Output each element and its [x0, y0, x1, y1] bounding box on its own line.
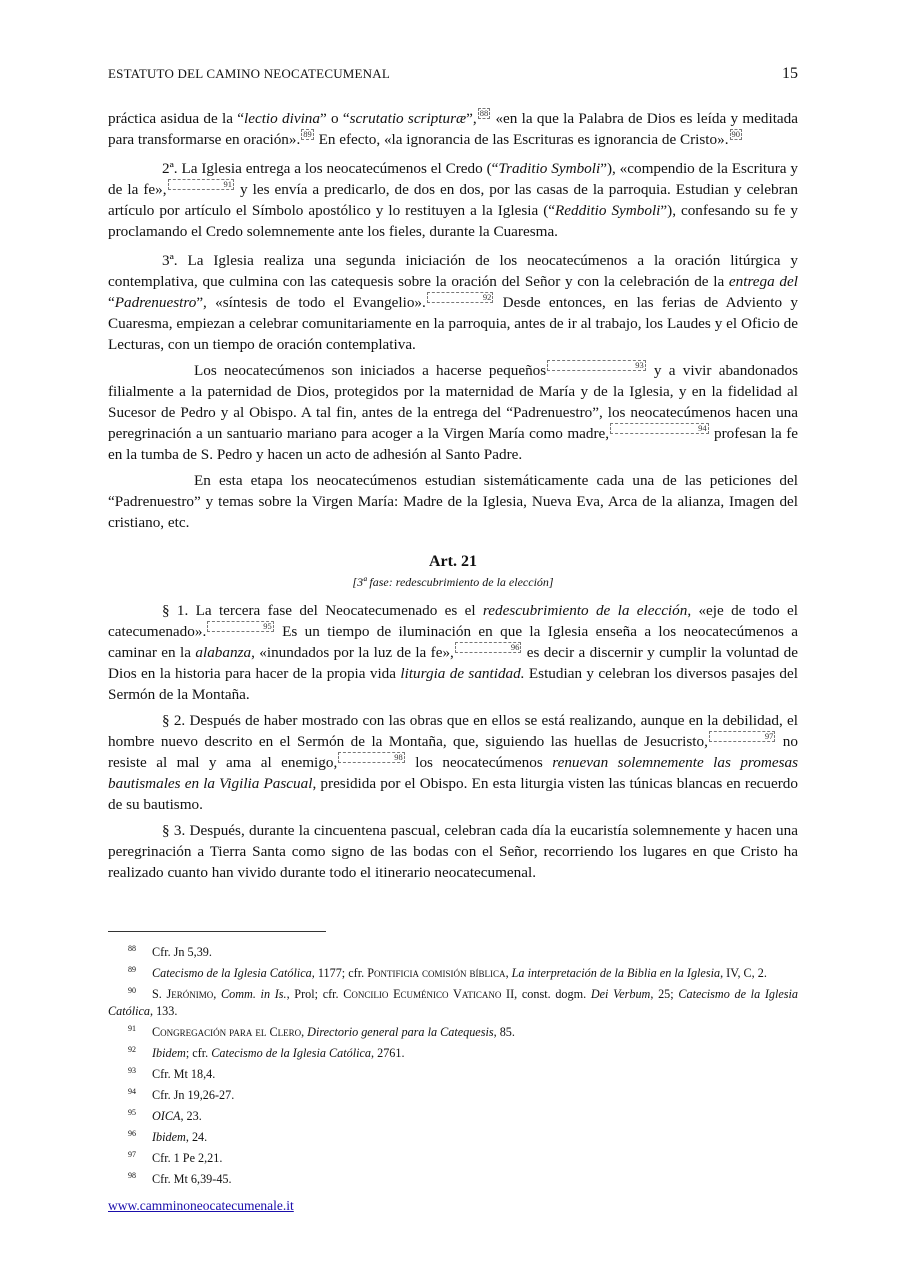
paragraph: 2ª. La Iglesia entrega a los neocatecúmenos el Credo (“Traditio Symboli”), «compendio de la Escritura y de la fe», $^{91}$ y les envía a predicarlo, de dos en dos, por las casas de la parroquia. Estudian y celebran artículo por artículo el Símbolo apostólico y lo restituyen a la Iglesia (“Redditio Symboli”), confesando su fe y proclamando el Credo solemnemente ante los fieles, durante la Cuaresma.	[108, 160, 798, 240]
footnote-ref[interactable]: 94	[610, 423, 709, 434]
footnote-ref[interactable]: 88	[479, 108, 489, 118]
footnote-ref[interactable]: 96	[455, 642, 522, 653]
paragraph: § 1. La tercera fase del Neocatecumenado es el redescubrimiento de la elección, «eje de todo el catecumenado». $^{95}$ Es un tiempo de iluminación en que la Iglesia enseña a los neocatecúmenos a caminar en la alabanza, «inundados por la luz de la fe», $^{96}$ es decir a discernir y cumplir la voluntad de Dios en la historia para hacer de la propia vida liturgia de santidad. Estudian y celebran los diversos pasajes del Sermón de la Montaña.	[108, 602, 799, 703]
footnote-ref[interactable]: 98	[338, 752, 405, 763]
article-title: Art. 21	[429, 553, 477, 570]
footnote-ref[interactable]: 97	[709, 731, 776, 742]
footnote: 95 OICA, 23.	[128, 1108, 202, 1123]
main-text	[108, 108, 798, 888]
footnote-ref[interactable]: 95	[207, 621, 274, 632]
footnote: 91 Congregación para el Clero, Directorio general para la Catequesis, 85.	[128, 1024, 515, 1039]
paragraph: 3ª. La Iglesia realiza una segunda iniciación de los neocatecúmenos a la oración litúrgica y contemplativa, que culmina con las catequesis sobre la oración del Señor y con la celebración de la entrega del “Padrenuestro”, «síntesis de todo el Evangelio». $^{92}$ Desde entonces, en las ferias de Adviento y Cuaresma, empiezan a celebrar comunitariamente en la parroquia, antes de ir al trabajo, los Laudes y el Oficio de Lecturas, con un tiempo de oración contemplativa.	[108, 252, 798, 353]
footnote: 92 Ibidem; cfr. Catecismo de la Iglesia Católica, 2761.	[128, 1045, 405, 1060]
footnote: 98 Cfr. Mt 6,39-45.	[128, 1171, 232, 1186]
footnote: 96 Ibidem, 24.	[128, 1129, 208, 1144]
footnote-ref[interactable]: 93	[547, 360, 646, 371]
footnote-ref[interactable]: 90	[731, 129, 741, 139]
running-header	[108, 66, 798, 86]
website-link[interactable]: www.camminoneocatecumenale.it	[108, 1198, 294, 1213]
footnote-separator	[108, 931, 326, 932]
footnote: 90 S. Jerónimo, Comm. in Is., Prol; cfr. Concilio Ecuménico Vaticano II, const. dogm. Dei Verbum, 25; Catecismo de la Iglesia Católica, 133.	[108, 986, 799, 1018]
paragraph: Los neocatecúmenos son iniciados a hacerse pequeños $^{93}$ y a vivir abandonados filialmente a la paternidad de Dios, protegidos por la maternidad de María y de la Iglesia, y en la fidelidad al Sucesor de Pedro y al Obispo. A tal fin, antes de la entrega del “Padrenuestro”, los neocatecúmenos hacen una peregrinación a un santuario mariano para acoger a la Virgen María como madre, $^{94}$ profesan la fe en la tumba de S. Pedro y hacen un acto de adhesión al Santo Padre.	[108, 360, 798, 463]
footnote: 94 Cfr. Jn 19,26-27.	[128, 1087, 235, 1102]
header-title: ESTATUTO DEL CAMINO NEOCATECUMENAL	[108, 66, 390, 81]
page-number: 15	[782, 65, 798, 82]
page-footer	[108, 1198, 294, 1214]
footnotes	[108, 940, 798, 1188]
paragraph: En esta etapa los neocatecúmenos estudian sistemáticamente cada una de las peticiones del “Padrenuestro” y temas sobre la Virgen María: Madre de la Iglesia, Nueva Eva, Arca de la alianza, Imagen del cristiano, etc.	[108, 472, 798, 531]
article-subtitle: [3ª fase: redescubrimiento de la elección]	[352, 575, 554, 589]
footnote-ref[interactable]: 92	[427, 292, 494, 303]
footnote: 97 Cfr. 1 Pe 2,21.	[128, 1150, 223, 1165]
footnote: 93 Cfr. Mt 18,4.	[128, 1066, 216, 1081]
footnote: 88 Cfr. Jn 5,39.	[128, 944, 212, 959]
paragraph: § 3. Después, durante la cincuentena pascual, celebran cada día la eucaristía solemnemente y hacen una peregrinación a Tierra Santa como signo de las bodas con el Señor, recorriendo los lugares en que Cristo ha realizado cuanto han vivido durante todo el itinerario neocatecumenal.	[108, 822, 798, 881]
paragraph: práctica asidua de la “lectio divina” o “scrutatio scripturæ”, $^{88}$ «en la que la Palabra de Dios es leída y meditada para transformarse en oración». $^{89}$ En efecto, «la ignorancia de las Escrituras es ignorancia de Cristo». $^{90}$	[108, 108, 799, 148]
footnote-ref[interactable]: 91	[168, 179, 235, 190]
footnote-ref[interactable]: 89	[303, 129, 312, 139]
footnote: 89 Catecismo de la Iglesia Católica, 1177; cfr. Pontificia comisión bíblica, La interpretación de la Biblia en la Iglesia, IV, C, 2.	[128, 965, 767, 980]
paragraph: § 2. Después de haber mostrado con las obras que en ellos se está realizando, aunque en la debilidad, el hombre nuevo descrito en el Sermón de la Montaña, que, siguiendo las huellas de Jesucristo, $^{97}$ no resiste al mal y ama al enemigo, $^{98}$ los neocatecúmenos renuevan solemnemente las promesas bautismales en la Vigilia Pascual, presidida por el Obispo. En esta liturgia visten las túnicas blancas en recuerdo de su bautismo.	[108, 712, 798, 813]
